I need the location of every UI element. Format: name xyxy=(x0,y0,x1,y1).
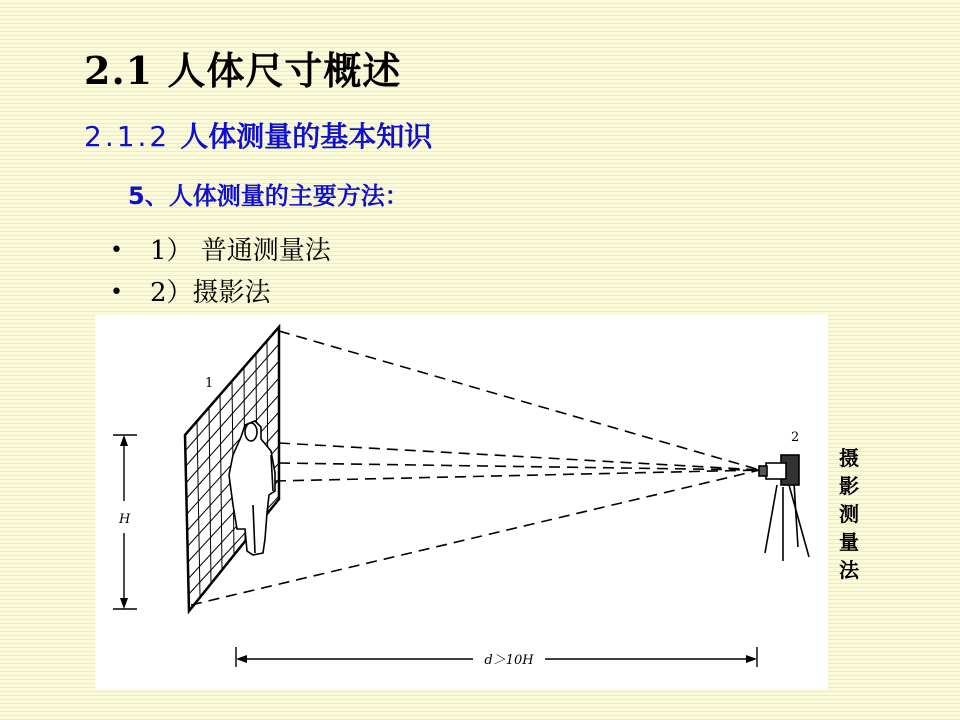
slide-title: 2.1 人体尺寸概述 xyxy=(84,48,402,93)
slide-subtitle xyxy=(84,115,432,155)
figure-label-camera: 2 xyxy=(791,430,800,445)
figure-label-distance: d＞10H xyxy=(484,653,534,668)
side-caption-photogrammetry: 摄影测量法 xyxy=(839,446,859,582)
figure-label-grid: 1 xyxy=(205,376,214,391)
sight-lines xyxy=(191,331,760,605)
section-heading: 5、人体测量的主要方法： xyxy=(128,182,409,210)
subtitle-number: 2.1.2 xyxy=(84,120,171,153)
subtitle-text: 人体测量的基本知识 xyxy=(180,120,433,153)
bullet-item-photography: • 2）摄影法 xyxy=(110,272,331,314)
figure-label-height: H xyxy=(119,512,131,527)
photogrammetry-figure xyxy=(95,315,828,689)
bullet-item-ordinary-measurement: • 1） 普通测量法 xyxy=(110,230,331,272)
camera-on-tripod xyxy=(759,455,809,561)
method-bullet-list xyxy=(110,230,331,314)
